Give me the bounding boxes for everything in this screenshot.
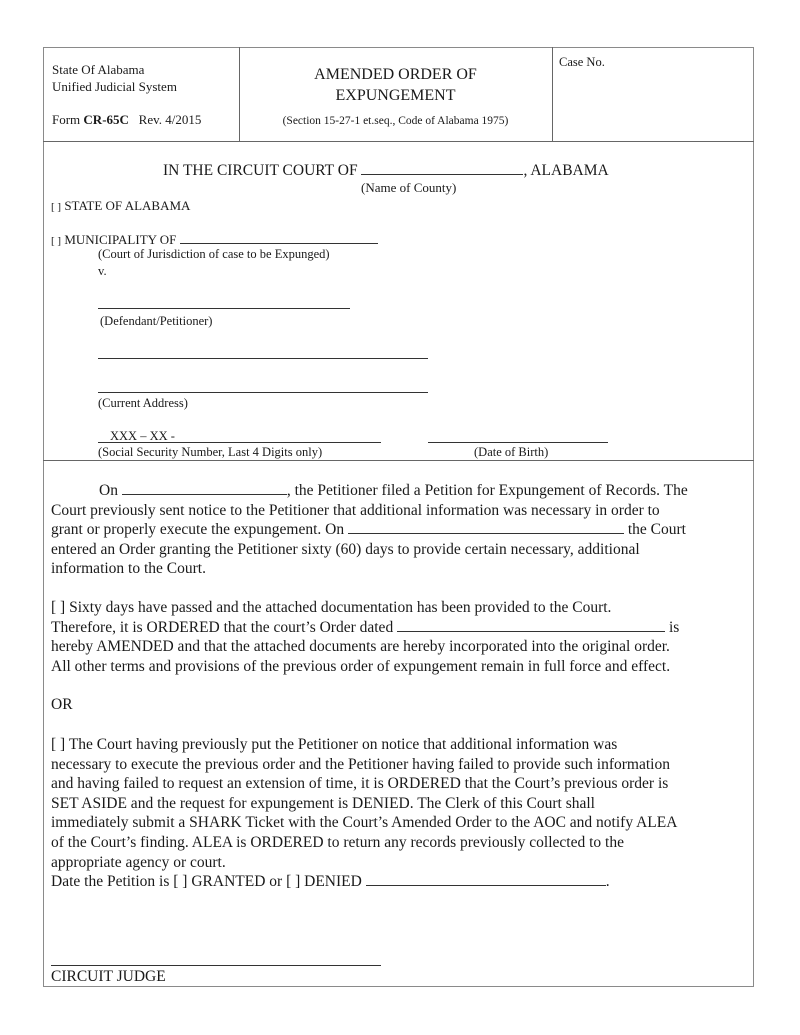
case-number-field[interactable] xyxy=(556,72,750,136)
state-checkbox[interactable]: [ ] xyxy=(51,201,62,213)
municipality-checkbox[interactable]: [ ] xyxy=(51,235,62,247)
municipality-party-row xyxy=(51,230,378,248)
dob-field[interactable] xyxy=(428,442,608,443)
state-party-row xyxy=(51,198,190,214)
address-label: (Current Address) xyxy=(98,396,188,410)
agency-system: Unified Judicial System xyxy=(52,79,177,94)
ssn-label: (Social Security Number, Last 4 Digits only) xyxy=(98,445,323,459)
dob-label: (Date of Birth) xyxy=(474,445,549,459)
address-line1-field[interactable] xyxy=(98,358,428,359)
ssn-field[interactable] xyxy=(98,442,381,443)
petition-filed-date-field[interactable] xyxy=(122,481,287,495)
county-label: (Name of County) xyxy=(361,180,457,195)
ssn-prefix: XXX – XX - xyxy=(110,429,175,443)
para2-line4: All other terms and provisions of the previous order of expungement remain in full force and effect. xyxy=(51,657,671,675)
or-separator: OR xyxy=(51,696,73,713)
jurisdiction-label: (Court of Jurisdiction of case to be Expunged) xyxy=(98,247,330,261)
para3-line1: [ ] The Court having previously put the Petitioner on notice that additional information was xyxy=(51,736,618,753)
form-prefix: Form xyxy=(52,112,81,127)
para2-line2: Therefore, it is ORDERED that the court’s Order dated is xyxy=(51,618,680,636)
municipality-label: MUNICIPALITY OF xyxy=(64,232,177,247)
para3-line5: immediately submit a SHARK Ticket with the Court’s Amended Order to the AOC and notify ALEA xyxy=(51,814,678,832)
order-entered-date-field[interactable] xyxy=(348,520,624,534)
county-field[interactable] xyxy=(361,161,523,175)
para1-line2: Court previously sent notice to the Petitioner that additional information was necessary in order to xyxy=(51,501,660,519)
statute-citation: (Section 15-27-1 et.seq., Code of Alabama 1975) xyxy=(282,115,509,127)
municipality-field[interactable] xyxy=(180,230,378,244)
form-id xyxy=(52,112,201,128)
header-divider-right xyxy=(552,47,553,141)
judge-signature-field[interactable] xyxy=(51,965,381,966)
para3-line7: appropriate agency or court. xyxy=(51,853,226,871)
caption-bottom-rule xyxy=(43,460,754,461)
denied-checkbox[interactable]: [ ] xyxy=(51,736,66,753)
header-bottom-rule xyxy=(43,141,754,142)
para1-line3: grant or properly execute the expungement. On the Court xyxy=(51,521,686,539)
order-dated-field[interactable] xyxy=(397,618,665,632)
para3-line6: of the Court’s finding. ALEA is ORDERED to return any records previously collected to the xyxy=(51,833,624,851)
decision-date-field[interactable] xyxy=(366,872,606,886)
address-line2-field[interactable] xyxy=(98,392,428,393)
form-title-line1: AMENDED ORDER OF xyxy=(314,66,477,83)
court-suffix: , ALABAMA xyxy=(523,162,609,179)
denied-paragraph xyxy=(51,735,741,892)
para2-line3: hereby AMENDED and that the attached documents are hereby incorporated into the original order. xyxy=(51,638,670,656)
granted-checkbox[interactable]: [ ] xyxy=(173,873,188,891)
versus-label: v. xyxy=(98,264,107,278)
para2-line1: [ ] Sixty days have passed and the attached documentation has been provided to the Court. xyxy=(51,599,612,616)
judge-label: CIRCUIT JUDGE xyxy=(51,968,166,985)
case-number-label: Case No. xyxy=(559,55,605,69)
amended-paragraph xyxy=(51,598,741,676)
defendant-name-field[interactable] xyxy=(98,308,350,309)
para3-line4: SET ASIDE and the request for expungement is DENIED. The Clerk of this Court shall xyxy=(51,794,595,812)
court-heading xyxy=(163,161,609,180)
para3-line3: and having failed to request an extension of time, it is ORDERED that the Court’s previous order is xyxy=(51,775,669,793)
para1-line1: On , the Petitioner filed a Petition for Expungement of Records. The xyxy=(99,482,688,499)
form-revision: Rev. 4/2015 xyxy=(138,112,202,127)
state-label: STATE OF ALABAMA xyxy=(64,198,191,213)
decision-denied-checkbox[interactable]: [ ] xyxy=(286,873,301,891)
defendant-label: (Defendant/Petitioner) xyxy=(100,314,213,328)
petition-paragraph xyxy=(51,481,741,579)
decision-line: Date the Petition is [ ] GRANTED or [ ] DENIED . xyxy=(51,873,610,891)
para1-line4: entered an Order granting the Petitioner sixty (60) days to provide certain necessary, additional xyxy=(51,540,640,558)
form-number: CR-65C xyxy=(83,112,129,127)
amended-checkbox[interactable]: [ ] xyxy=(51,599,66,616)
agency-name: State Of Alabama xyxy=(52,62,145,77)
form-title-line2: EXPUNGEMENT xyxy=(335,87,456,104)
para1-line5: information to the Court. xyxy=(51,560,206,578)
para3-line2: necessary to execute the previous order and the Petitioner having failed to provide such information xyxy=(51,755,670,773)
court-prefix: IN THE CIRCUIT COURT OF xyxy=(163,162,358,179)
